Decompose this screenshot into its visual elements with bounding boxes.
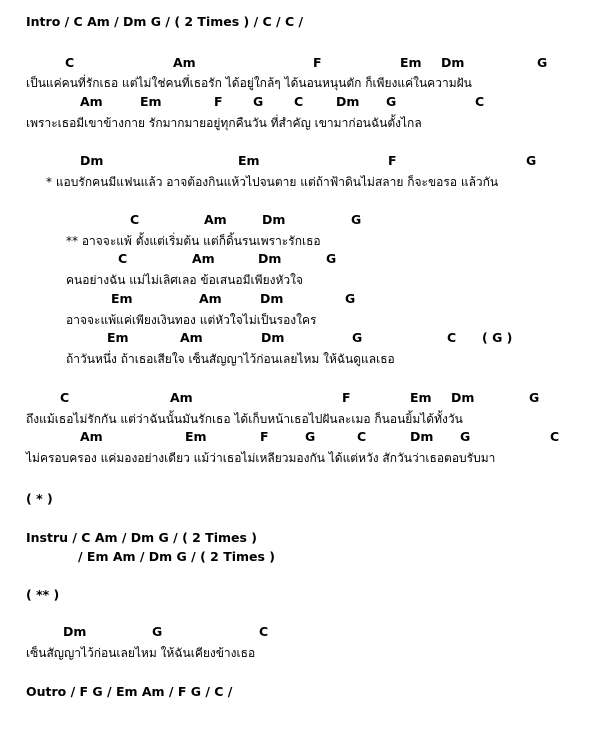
lyric-line: * แอบรักคนมีแฟนแล้ว อาจต้องกินแห้วไปจนตาย แต่ถ้าฟ้าดินไม่สลาย ก็จะขอรอ แล้วกัน — [46, 175, 499, 189]
chord-label: F — [260, 429, 269, 444]
chord-label: Dm — [80, 153, 104, 168]
chord-label: Am — [80, 429, 103, 444]
lyric-line: ถ้าวันหนึ่ง ถ้าเธอเสียใจ เซ็นสัญญาไว้ก่อนเลยไหม ให้ฉันดูแลเธอ — [66, 352, 395, 366]
chord-label: Am — [204, 212, 227, 227]
chord-label: G — [352, 330, 363, 345]
chord-label: Em — [410, 390, 432, 405]
chord-label: Dm — [410, 429, 434, 444]
chord-label: Em — [107, 330, 129, 345]
chord-label: C — [65, 55, 75, 70]
chord-label: Em — [185, 429, 207, 444]
instrumental-line-2: / Em Am / Dm G / ( 2 Times ) — [78, 549, 276, 564]
chord-row — [0, 291, 600, 307]
chord-row — [0, 330, 600, 346]
chord-label: C — [294, 94, 304, 109]
chord-label: Em — [238, 153, 260, 168]
chord-label: Em — [111, 291, 133, 306]
lyric-line: อาจจะแพ้แค่เพียงเงินทอง แต่หัวใจไม่เป็นรองใคร — [66, 313, 317, 327]
chord-label: ( G ) — [482, 330, 513, 345]
chord-label: C — [60, 390, 70, 405]
chord-label: Am — [170, 390, 193, 405]
chord-label: Am — [192, 251, 215, 266]
instrumental-line: Instru / C Am / Dm G / ( 2 Times ) — [26, 530, 258, 545]
chord-label: C — [259, 624, 269, 639]
chord-label: Am — [80, 94, 103, 109]
chord-row — [0, 251, 600, 267]
outro-line: Outro / F G / Em Am / F G / C / — [26, 684, 233, 699]
chord-label: G — [537, 55, 548, 70]
chord-row — [0, 624, 600, 640]
chord-label: G — [351, 212, 362, 227]
chord-label: C — [118, 251, 128, 266]
lyric-line: เซ็นสัญญาไว้ก่อนเลยไหม ให้ฉันเคียงข้างเธอ — [26, 646, 256, 660]
chord-label: Dm — [63, 624, 87, 639]
lyric-line: เพราะเธอมีเขาข้างกาย รักมากมายอยู่ทุกคืนวัน ที่สำคัญ เขามาก่อนฉันตั้งไกล — [26, 116, 422, 130]
chord-label: G — [529, 390, 540, 405]
repeat-marker: ( ** ) — [26, 587, 60, 602]
chord-label: Am — [180, 330, 203, 345]
chord-label: Dm — [336, 94, 360, 109]
lyric-line: ไม่ครอบครอง แค่มองอย่างเดียว แม้ว่าเธอไม่เหลียวมองกัน ได้แต่หวัง สักวันว่าเธอตอบรับมา — [26, 451, 496, 465]
chord-label: C — [447, 330, 457, 345]
intro-line: Intro / C Am / Dm G / ( 2 Times ) / C / C / — [26, 14, 304, 29]
chord-row — [0, 429, 600, 445]
chord-row — [0, 390, 600, 406]
chord-label: G — [152, 624, 163, 639]
chord-row — [0, 153, 600, 169]
chord-label: G — [326, 251, 337, 266]
chord-label: C — [475, 94, 485, 109]
chord-row — [0, 55, 600, 71]
lyric-line: คนอย่างฉัน แม่ไม่เลิศเลอ ข้อเสนอมีเพียงหัวใจ — [66, 273, 303, 287]
chord-label: G — [460, 429, 471, 444]
chord-label: G — [526, 153, 537, 168]
chord-label: F — [214, 94, 223, 109]
chord-label: G — [386, 94, 397, 109]
chord-label: G — [253, 94, 264, 109]
chord-row — [0, 94, 600, 110]
chord-label: Dm — [258, 251, 282, 266]
chord-label: Dm — [441, 55, 465, 70]
chord-label: Dm — [260, 291, 284, 306]
chord-label: Am — [199, 291, 222, 306]
chord-label: F — [388, 153, 397, 168]
chord-row — [0, 212, 600, 228]
chord-label: Em — [140, 94, 162, 109]
chord-label: C — [130, 212, 140, 227]
lyric-line: เป็นแค่คนที่รักเธอ แต่ไม่ใช่คนที่เธอรัก ได้อยู่ใกล้ๆ ได้นอนหนุนตัก ก็เพียงแค่ในความฝัน — [26, 76, 472, 90]
chord-label: F — [342, 390, 351, 405]
repeat-marker: ( * ) — [26, 491, 53, 506]
chord-label: Am — [173, 55, 196, 70]
chord-label: C — [357, 429, 367, 444]
chord-label: Dm — [261, 330, 285, 345]
chord-label: F — [313, 55, 322, 70]
chord-label: Dm — [262, 212, 286, 227]
lyric-line: ** อาจจะแพ้ ตั้งแต่เริ่มต้น แต่ก็ดิ้นรนเพราะรักเธอ — [66, 234, 321, 248]
lyric-line: ถึงแม้เธอไม่รักกัน แต่ว่าฉันนั้นมันรักเธอ ได้เก็บหน้าเธอไปฝันละเมอ ก็นอนยิ้มได้ทั้งวัน — [26, 412, 463, 426]
chord-label: G — [305, 429, 316, 444]
chord-label: Dm — [451, 390, 475, 405]
chord-label: C — [550, 429, 560, 444]
chord-label: Em — [400, 55, 422, 70]
chord-label: G — [345, 291, 356, 306]
